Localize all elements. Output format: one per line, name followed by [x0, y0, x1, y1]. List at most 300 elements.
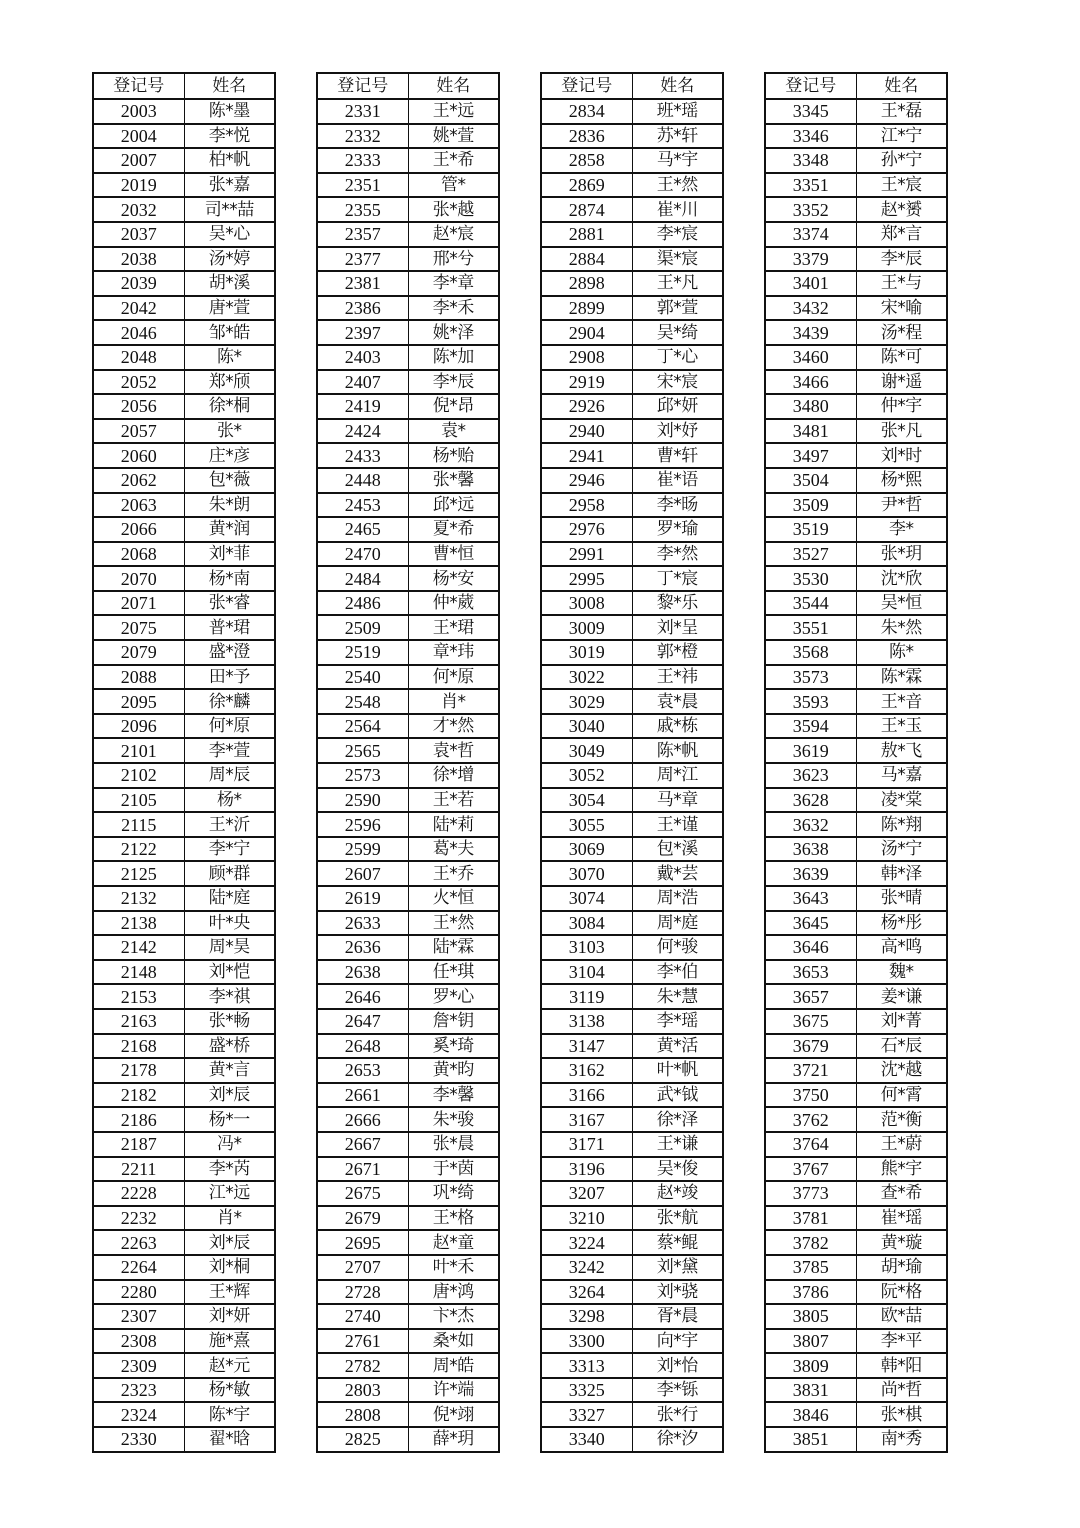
name-cell: 杨*熙 — [856, 468, 947, 493]
table-row — [317, 1181, 499, 1206]
registration-number-cell: 3052 — [541, 763, 632, 788]
name-cell: 张* — [184, 419, 275, 444]
table-row — [317, 1280, 499, 1305]
table-row — [93, 517, 275, 542]
name-cell: 才*然 — [408, 714, 499, 739]
table-row — [765, 1304, 947, 1329]
table-row — [317, 1230, 499, 1255]
name-cell: 罗*心 — [408, 984, 499, 1009]
registration-number-cell: 3351 — [765, 173, 856, 198]
name-cell: 何*骏 — [632, 935, 723, 960]
registration-number-cell: 2782 — [317, 1353, 408, 1378]
registration-number-cell: 3054 — [541, 788, 632, 813]
table-row — [317, 591, 499, 616]
table-row — [541, 173, 723, 198]
registration-number-cell: 3785 — [765, 1255, 856, 1280]
table-row — [765, 1157, 947, 1182]
table-row — [765, 640, 947, 665]
name-cell: 江*宁 — [856, 124, 947, 149]
name-cell: 吴*俊 — [632, 1157, 723, 1182]
table-row — [541, 542, 723, 567]
registration-number-cell: 3049 — [541, 738, 632, 763]
registration-number-cell: 2874 — [541, 197, 632, 222]
table-row — [765, 493, 947, 518]
name-cell: 宋*宸 — [632, 370, 723, 395]
name-cell: 胡*溪 — [184, 271, 275, 296]
name-cell: 李*馨 — [408, 1083, 499, 1108]
table-header-row — [93, 73, 275, 99]
table-row — [541, 222, 723, 247]
name-cell: 韩*阳 — [856, 1353, 947, 1378]
registration-number-cell: 3439 — [765, 320, 856, 345]
table-row — [541, 517, 723, 542]
name-cell: 姚*泽 — [408, 320, 499, 345]
name-cell: 郭*橙 — [632, 640, 723, 665]
table-row — [317, 370, 499, 395]
registration-number-cell: 2636 — [317, 935, 408, 960]
name-cell: 盛*桥 — [184, 1034, 275, 1059]
table-row — [765, 566, 947, 591]
registration-number-cell: 2638 — [317, 960, 408, 985]
registration-number-cell: 2071 — [93, 591, 184, 616]
name-cell: 崔*瑶 — [856, 1206, 947, 1231]
name-cell: 张*馨 — [408, 468, 499, 493]
name-cell: 胡*瑜 — [856, 1255, 947, 1280]
registration-number-cell: 2132 — [93, 886, 184, 911]
registration-number-cell: 2003 — [93, 99, 184, 124]
registration-number-cell: 2424 — [317, 419, 408, 444]
table-body — [93, 99, 275, 1452]
name-cell: 黄*活 — [632, 1034, 723, 1059]
table-row — [765, 345, 947, 370]
name-cell: 王*沂 — [184, 812, 275, 837]
table-row — [765, 468, 947, 493]
name-cell: 刘*辰 — [184, 1230, 275, 1255]
name-cell: 叶*帆 — [632, 1058, 723, 1083]
table-row — [317, 1427, 499, 1452]
table-row — [541, 1206, 723, 1231]
name-cell: 吴*绮 — [632, 320, 723, 345]
registration-number-cell: 3643 — [765, 886, 856, 911]
registration-number-cell: 2740 — [317, 1304, 408, 1329]
registration-number-cell: 2280 — [93, 1280, 184, 1305]
registration-number-cell: 2803 — [317, 1378, 408, 1403]
registration-number-cell: 2228 — [93, 1181, 184, 1206]
registration-number-cell: 2486 — [317, 591, 408, 616]
table-row — [765, 665, 947, 690]
name-cell: 吴*恒 — [856, 591, 947, 616]
table-row — [93, 566, 275, 591]
table-body — [317, 99, 499, 1452]
table-row — [541, 1280, 723, 1305]
name-cell: 夏*希 — [408, 517, 499, 542]
name-cell: 盛*澄 — [184, 640, 275, 665]
registration-number-cell: 2519 — [317, 640, 408, 665]
table-row — [317, 1132, 499, 1157]
name-cell: 葛*夫 — [408, 837, 499, 862]
registration-number-cell: 2671 — [317, 1157, 408, 1182]
table-row — [93, 320, 275, 345]
name-cell: 杨*安 — [408, 566, 499, 591]
registration-number-cell: 3679 — [765, 1034, 856, 1059]
registration-number-cell: 2048 — [93, 345, 184, 370]
registration-number-cell: 3352 — [765, 197, 856, 222]
table-row — [541, 1304, 723, 1329]
registration-number-cell: 3340 — [541, 1427, 632, 1452]
table-row — [541, 1329, 723, 1354]
table-row — [317, 1009, 499, 1034]
name-cell: 庄*彦 — [184, 443, 275, 468]
name-cell: 戴*芸 — [632, 861, 723, 886]
registration-number-cell: 2403 — [317, 345, 408, 370]
name-cell: 胥*晨 — [632, 1304, 723, 1329]
registration-number-cell: 3019 — [541, 640, 632, 665]
table-row — [317, 1353, 499, 1378]
name-cell: 朱*骏 — [408, 1107, 499, 1132]
table-row — [541, 99, 723, 124]
name-cell: 凌*棠 — [856, 788, 947, 813]
table-row — [765, 1230, 947, 1255]
table-row — [765, 1206, 947, 1231]
table-row — [541, 886, 723, 911]
registration-number-cell: 3762 — [765, 1107, 856, 1132]
registration-number-cell: 2573 — [317, 763, 408, 788]
name-cell: 王*乔 — [408, 861, 499, 886]
registration-number-cell: 3504 — [765, 468, 856, 493]
name-cell: 张*嘉 — [184, 173, 275, 198]
table-row — [317, 960, 499, 985]
table-row — [541, 1230, 723, 1255]
table-row — [317, 1058, 499, 1083]
registration-number-cell: 3646 — [765, 935, 856, 960]
name-cell: 杨*彤 — [856, 911, 947, 936]
registration-number-cell: 3069 — [541, 837, 632, 862]
name-cell: 罗*瑜 — [632, 517, 723, 542]
table-row — [765, 911, 947, 936]
registration-number-cell: 3374 — [765, 222, 856, 247]
registration-number-cell: 3162 — [541, 1058, 632, 1083]
table-row — [317, 1304, 499, 1329]
name-cell: 高*鸣 — [856, 935, 947, 960]
table-row — [93, 812, 275, 837]
registration-number-cell: 2661 — [317, 1083, 408, 1108]
registration-number-cell: 2633 — [317, 911, 408, 936]
registration-number-cell: 2324 — [93, 1402, 184, 1427]
table-row — [765, 370, 947, 395]
registration-number-cell: 2075 — [93, 615, 184, 640]
registration-number-cell: 2178 — [93, 1058, 184, 1083]
name-cell: 曹*恒 — [408, 542, 499, 567]
registration-number-cell: 2648 — [317, 1034, 408, 1059]
name-cell: 张*行 — [632, 1402, 723, 1427]
table-row — [765, 1034, 947, 1059]
header-registration-number: 登记号 — [765, 73, 856, 99]
table-row — [765, 591, 947, 616]
name-cell: 包*溪 — [632, 837, 723, 862]
table-row — [317, 714, 499, 739]
registration-number-cell: 2707 — [317, 1255, 408, 1280]
table-row — [541, 861, 723, 886]
registration-number-cell: 2125 — [93, 861, 184, 886]
name-cell: 渠*宸 — [632, 247, 723, 272]
name-cell: 邢*兮 — [408, 247, 499, 272]
name-cell: 王*磊 — [856, 99, 947, 124]
name-cell: 徐*麟 — [184, 689, 275, 714]
name-cell: 丁*心 — [632, 345, 723, 370]
name-cell: 何*原 — [184, 714, 275, 739]
table-row — [541, 763, 723, 788]
table-row — [93, 714, 275, 739]
name-cell: 崔*川 — [632, 197, 723, 222]
name-cell: 王*音 — [856, 689, 947, 714]
name-cell: 王*若 — [408, 788, 499, 813]
name-cell: 汤*程 — [856, 320, 947, 345]
table-row — [765, 788, 947, 813]
name-cell: 敖*飞 — [856, 738, 947, 763]
registration-number-cell: 2153 — [93, 984, 184, 1009]
registration-number-cell: 2115 — [93, 812, 184, 837]
name-cell: 韩*泽 — [856, 861, 947, 886]
table-row — [765, 615, 947, 640]
name-cell: 王*玉 — [856, 714, 947, 739]
name-cell: 武*钺 — [632, 1083, 723, 1108]
name-cell: 王*谦 — [632, 1132, 723, 1157]
name-cell: 姜*谦 — [856, 984, 947, 1009]
name-cell: 马*章 — [632, 788, 723, 813]
registration-number-cell: 2062 — [93, 468, 184, 493]
name-cell: 刘*桐 — [184, 1255, 275, 1280]
table-row — [765, 812, 947, 837]
table-row — [93, 468, 275, 493]
table-row — [93, 738, 275, 763]
table-row — [541, 812, 723, 837]
table-row — [93, 788, 275, 813]
name-cell: 巩*绮 — [408, 1181, 499, 1206]
name-cell: 李*章 — [408, 271, 499, 296]
registration-number-cell: 2647 — [317, 1009, 408, 1034]
table-row — [765, 1083, 947, 1108]
name-cell: 石*辰 — [856, 1034, 947, 1059]
header-registration-number: 登记号 — [541, 73, 632, 99]
name-cell: 黄*昀 — [408, 1058, 499, 1083]
name-cell: 詹*钥 — [408, 1009, 499, 1034]
registration-number-cell: 2607 — [317, 861, 408, 886]
table-row — [765, 197, 947, 222]
name-cell: 倪*昂 — [408, 394, 499, 419]
table-row — [541, 394, 723, 419]
table-row — [93, 1034, 275, 1059]
registration-number-cell: 2386 — [317, 296, 408, 321]
registration-number-cell: 2596 — [317, 812, 408, 837]
name-cell: 欧*喆 — [856, 1304, 947, 1329]
registration-number-cell: 2453 — [317, 493, 408, 518]
registration-number-cell: 2357 — [317, 222, 408, 247]
registration-number-cell: 2263 — [93, 1230, 184, 1255]
registration-number-cell: 3851 — [765, 1427, 856, 1452]
registration-number-cell: 3207 — [541, 1181, 632, 1206]
name-cell: 蔡*鲲 — [632, 1230, 723, 1255]
table-row — [765, 763, 947, 788]
table-row — [93, 345, 275, 370]
registration-number-cell: 3345 — [765, 99, 856, 124]
registration-number-cell: 2465 — [317, 517, 408, 542]
registration-number-cell: 2448 — [317, 468, 408, 493]
table-row — [541, 837, 723, 862]
name-cell: 王*远 — [408, 99, 499, 124]
table-row — [765, 861, 947, 886]
table-row — [93, 861, 275, 886]
registration-number-cell: 2168 — [93, 1034, 184, 1059]
table-row — [317, 222, 499, 247]
table-row — [765, 320, 947, 345]
name-cell: 郑*颀 — [184, 370, 275, 395]
registration-number-cell: 3432 — [765, 296, 856, 321]
name-cell: 刘*菁 — [856, 1009, 947, 1034]
registration-number-cell: 2484 — [317, 566, 408, 591]
registration-number-cell: 2419 — [317, 394, 408, 419]
registration-number-cell: 3313 — [541, 1353, 632, 1378]
registration-number-cell: 2101 — [93, 738, 184, 763]
registration-number-cell: 2070 — [93, 566, 184, 591]
table-row — [541, 1132, 723, 1157]
registration-number-cell: 3594 — [765, 714, 856, 739]
registration-number-cell: 2976 — [541, 517, 632, 542]
registration-table-1 — [92, 72, 276, 1453]
registration-number-cell: 3767 — [765, 1157, 856, 1182]
table-row — [541, 443, 723, 468]
name-cell: 翟*晗 — [184, 1427, 275, 1452]
table-row — [765, 247, 947, 272]
name-cell: 黎*乐 — [632, 591, 723, 616]
header-name: 姓名 — [632, 73, 723, 99]
table-row — [93, 1206, 275, 1231]
table-row — [765, 738, 947, 763]
table-row — [541, 665, 723, 690]
table-row — [93, 99, 275, 124]
name-cell: 刘*骁 — [632, 1280, 723, 1305]
registration-number-cell: 3527 — [765, 542, 856, 567]
table-row — [93, 1255, 275, 1280]
registration-number-cell: 3055 — [541, 812, 632, 837]
name-cell: 李*宁 — [184, 837, 275, 862]
table-row — [317, 911, 499, 936]
table-row — [93, 1107, 275, 1132]
table-row — [317, 99, 499, 124]
registration-number-cell: 2007 — [93, 148, 184, 173]
registration-number-cell: 2355 — [317, 197, 408, 222]
table-row — [765, 99, 947, 124]
name-cell: 薛*玥 — [408, 1427, 499, 1452]
table-row — [541, 1034, 723, 1059]
registration-number-cell: 2068 — [93, 542, 184, 567]
name-cell: 朱*慧 — [632, 984, 723, 1009]
registration-number-cell: 3242 — [541, 1255, 632, 1280]
table-row — [317, 689, 499, 714]
header-name: 姓名 — [184, 73, 275, 99]
registration-number-cell: 3619 — [765, 738, 856, 763]
registration-number-cell: 3379 — [765, 247, 856, 272]
name-cell: 张*睿 — [184, 591, 275, 616]
name-cell: 施*熹 — [184, 1329, 275, 1354]
table-row — [317, 640, 499, 665]
name-cell: 陈*宇 — [184, 1402, 275, 1427]
registration-number-cell: 3480 — [765, 394, 856, 419]
table-row — [317, 542, 499, 567]
registration-number-cell: 3029 — [541, 689, 632, 714]
table-row — [93, 1427, 275, 1452]
registration-number-cell: 2323 — [93, 1378, 184, 1403]
name-cell: 周*辰 — [184, 763, 275, 788]
table-row — [541, 1107, 723, 1132]
name-cell: 周*庭 — [632, 911, 723, 936]
name-cell: 沈*越 — [856, 1058, 947, 1083]
registration-number-cell: 3481 — [765, 419, 856, 444]
table-row — [317, 197, 499, 222]
name-cell: 刘*黛 — [632, 1255, 723, 1280]
registration-table-2 — [316, 72, 500, 1453]
table-row — [541, 247, 723, 272]
table-row — [541, 640, 723, 665]
table-row — [541, 468, 723, 493]
registration-number-cell: 2564 — [317, 714, 408, 739]
name-cell: 李*平 — [856, 1329, 947, 1354]
table-row — [765, 714, 947, 739]
table-row — [765, 271, 947, 296]
registration-number-cell: 2042 — [93, 296, 184, 321]
table-row — [541, 935, 723, 960]
registration-number-cell: 2333 — [317, 148, 408, 173]
table-row — [541, 738, 723, 763]
name-cell: 李*辰 — [856, 247, 947, 272]
table-row — [93, 1329, 275, 1354]
table-row — [317, 394, 499, 419]
table-row — [93, 1230, 275, 1255]
name-cell: 赵*赟 — [856, 197, 947, 222]
name-cell: 李*伯 — [632, 960, 723, 985]
table-row — [765, 222, 947, 247]
registration-number-cell: 3645 — [765, 911, 856, 936]
name-cell: 徐*桐 — [184, 394, 275, 419]
name-cell: 苏*轩 — [632, 124, 723, 149]
name-cell: 郭*萱 — [632, 296, 723, 321]
name-cell: 范*衡 — [856, 1107, 947, 1132]
name-cell: 陈*帆 — [632, 738, 723, 763]
name-cell: 卞*杰 — [408, 1304, 499, 1329]
name-cell: 马*嘉 — [856, 763, 947, 788]
registration-number-cell: 2057 — [93, 419, 184, 444]
name-cell: 张*玥 — [856, 542, 947, 567]
registration-number-cell: 2565 — [317, 738, 408, 763]
table-body — [765, 99, 947, 1452]
name-cell: 南*秀 — [856, 1427, 947, 1452]
name-cell: 赵*童 — [408, 1230, 499, 1255]
name-cell: 张*越 — [408, 197, 499, 222]
name-cell: 徐*汐 — [632, 1427, 723, 1452]
registration-number-cell: 3264 — [541, 1280, 632, 1305]
name-cell: 陆*莉 — [408, 812, 499, 837]
table-row — [541, 1427, 723, 1452]
table-row — [317, 837, 499, 862]
name-cell: 李*铄 — [632, 1378, 723, 1403]
registration-number-cell: 3675 — [765, 1009, 856, 1034]
table-row — [93, 886, 275, 911]
name-cell: 任*琪 — [408, 960, 499, 985]
registration-number-cell: 2679 — [317, 1206, 408, 1231]
table-row — [317, 493, 499, 518]
table-row — [765, 517, 947, 542]
table-row — [765, 689, 947, 714]
name-cell: 唐*萱 — [184, 296, 275, 321]
